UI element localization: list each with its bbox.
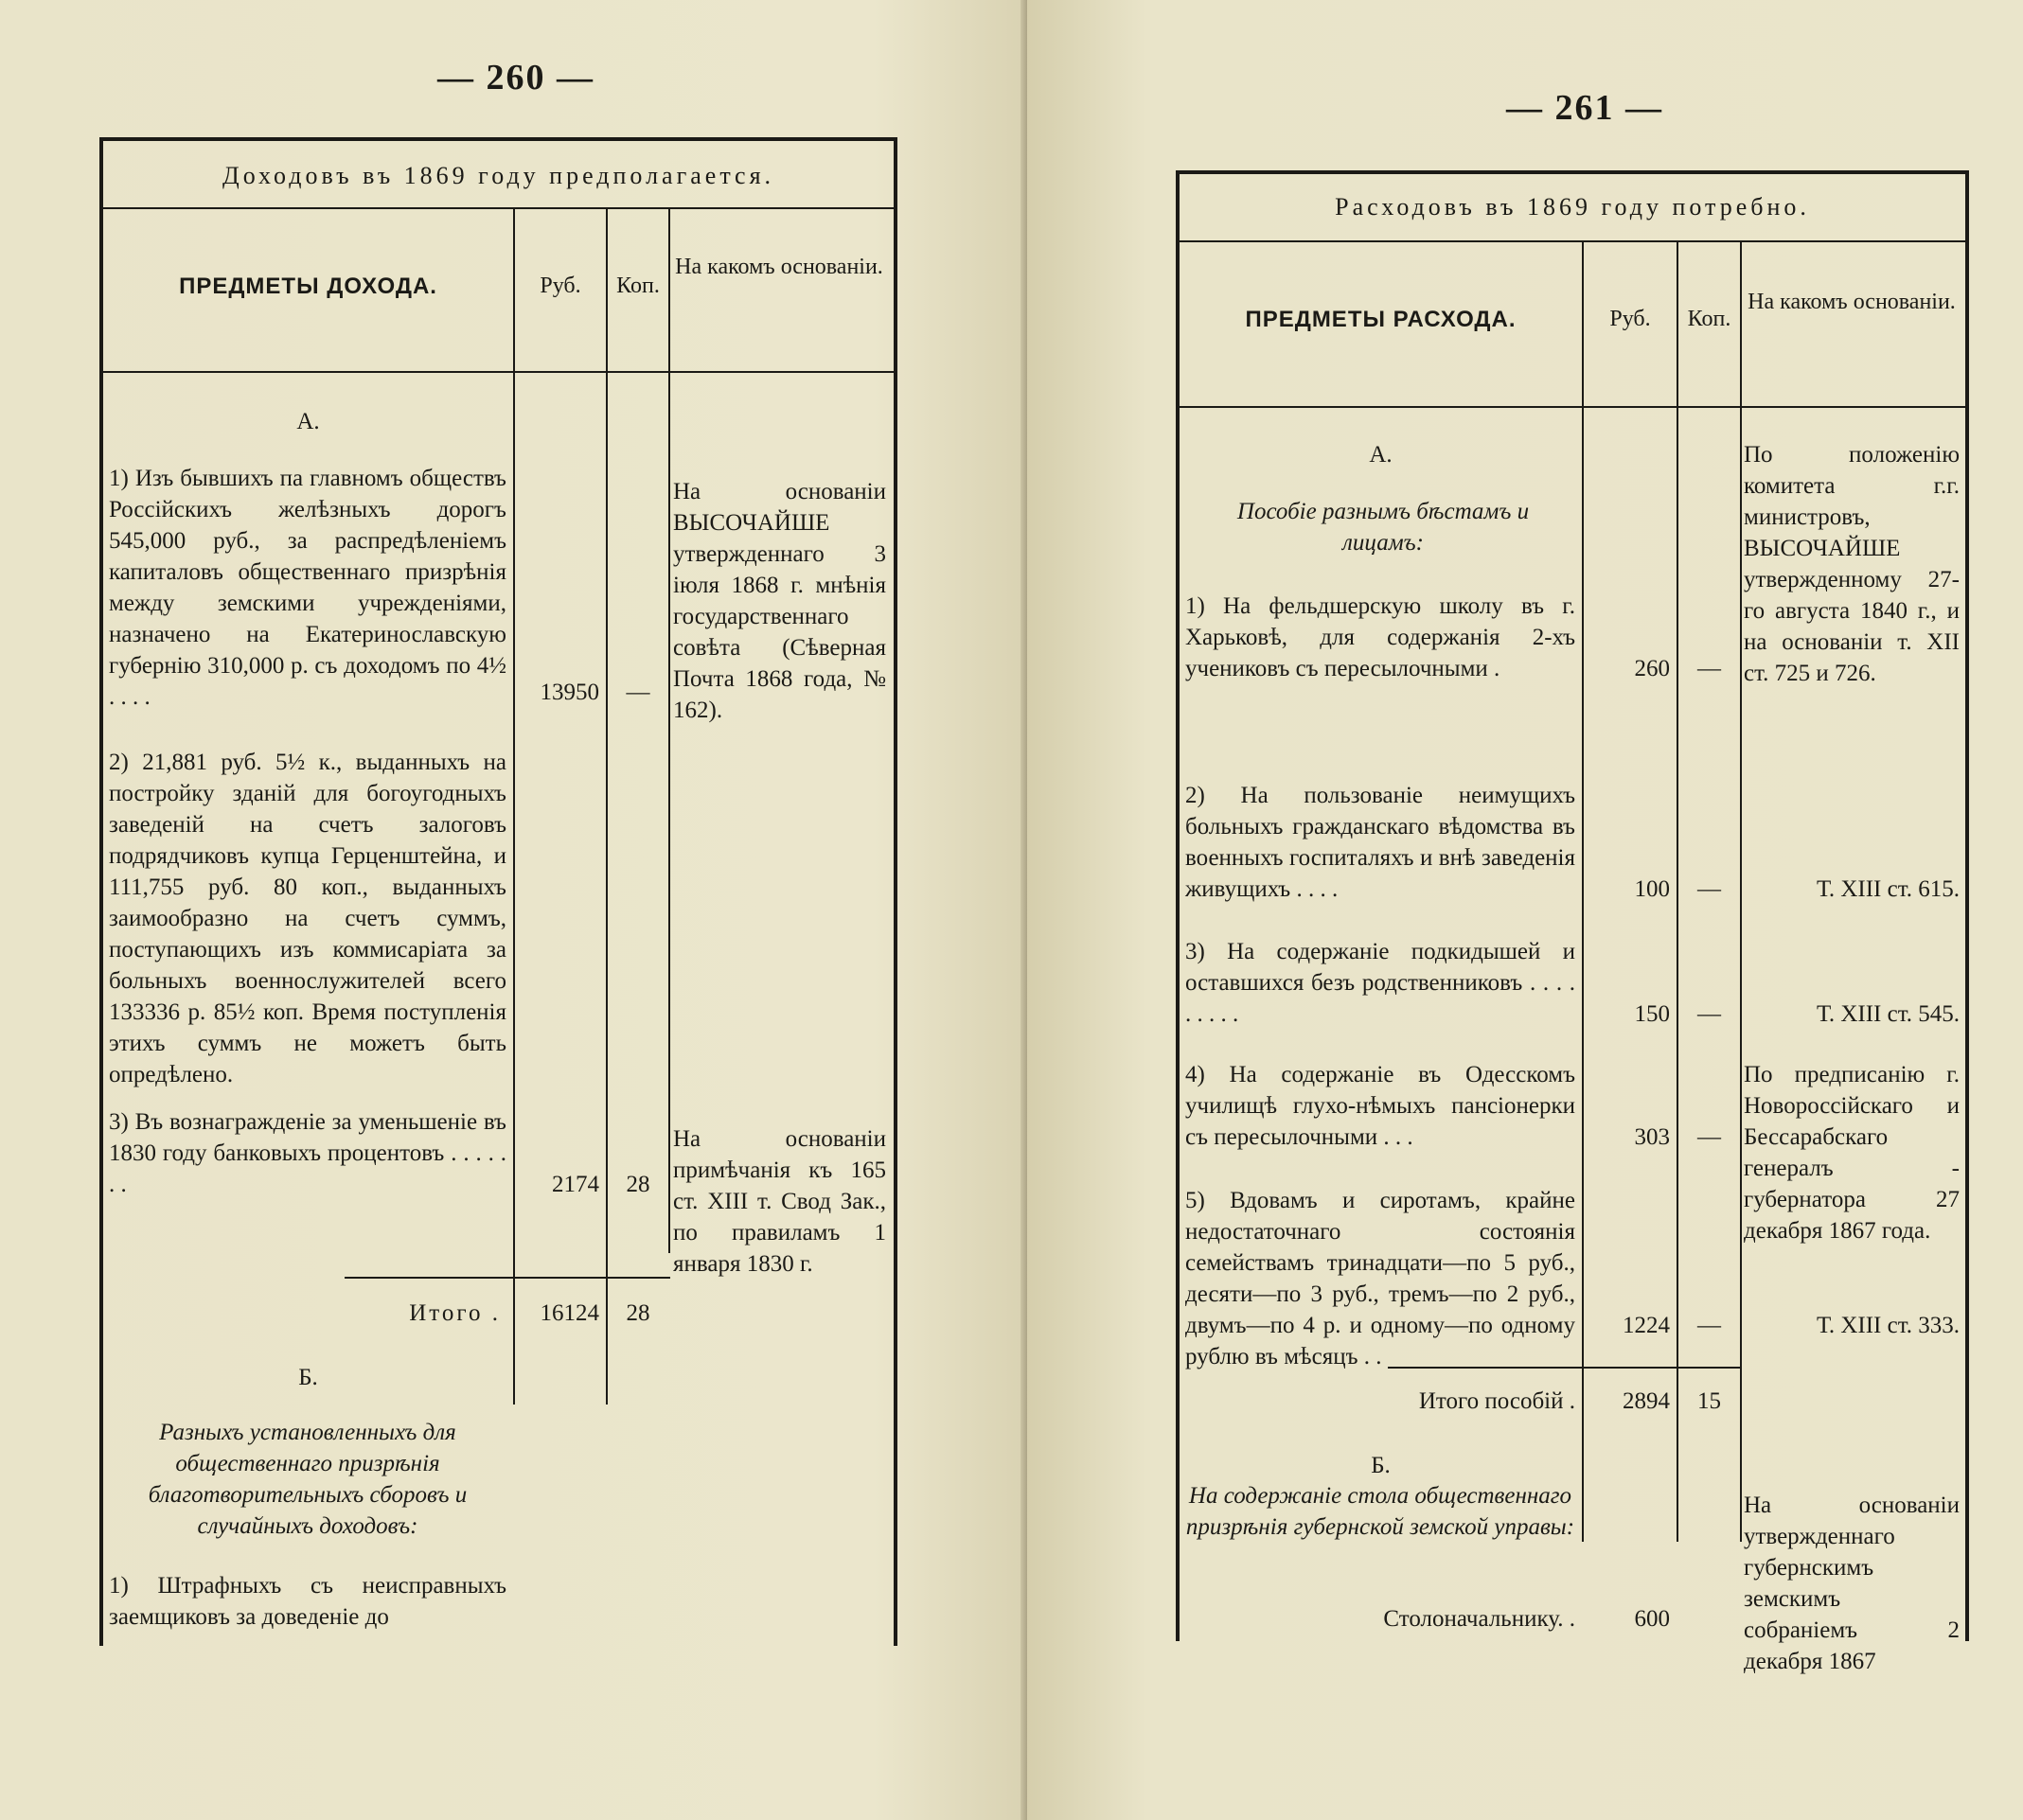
column-divider bbox=[606, 373, 608, 1405]
income-item-3-basis: На основанiи примѣчанiя къ 165 ст. XIII т. Свод Зак., по правиламъ 1 января 1830 г. bbox=[673, 1126, 886, 1277]
section-b-heading: Б. bbox=[298, 1365, 318, 1390]
income-item-3-rub: 2174 bbox=[552, 1172, 599, 1197]
expense-item-3: 3) На содержанiе подкидышей и оставшихся безъ родственниковъ . . . . . . . . . bbox=[1185, 939, 1575, 1027]
section-a-basis: По положенiю комитета г.г. министровъ, ВЫСОЧАЙШЕ утвержденному 27-го августа 1840 г., и на основанiи т. XII ст. 725 и 726. bbox=[1744, 442, 1960, 686]
total-label: Итого пособiй . bbox=[1418, 1388, 1575, 1414]
divider bbox=[1180, 406, 1965, 408]
expense-item-2-rub: 100 bbox=[1634, 876, 1670, 902]
divider bbox=[1180, 240, 1965, 242]
column-divider bbox=[668, 373, 670, 1253]
income-item-1: 1) Изъ бывшихъ па главномъ обществъ Россiйскихъ желѣзныхъ дорогъ 545,000 руб., за распредѣленiемъ капиталовъ общественнаго призрѣнiя между земскими учрежденiями, назначено на Екатеринославскую губернiю 310,000 р. съ доходомъ по 4½ . . . . bbox=[109, 466, 506, 710]
table-caption: Расходовъ въ 1869 году потребно. bbox=[1335, 193, 1810, 221]
expense-item-2: 2) На пользованiе неимущихъ больныхъ гражданскаго вѣдомства въ военныхъ госпиталяхъ и внѣ заведенiя живущихъ . . . . bbox=[1185, 783, 1575, 902]
income-item-1-basis: На основанiи ВЫСОЧАЙШЕ утвержденнаго 3 iюля 1868 г. мнѣнiя государственнаго совѣта (Сѣверная Почта 1868 года, № 162). bbox=[673, 479, 886, 723]
income-item-3: 3) Въ вознагражденiе за уменьшенiе въ 1830 году банковыхъ процентовъ . . . . . . . bbox=[109, 1109, 506, 1197]
header-kop: Коп. bbox=[616, 274, 660, 298]
expense-item-2-kop: — bbox=[1697, 876, 1721, 902]
expense-item-3-basis: Т. XIII ст. 545. bbox=[1817, 1001, 1960, 1027]
header-basis: На какомъ основанiи. bbox=[675, 255, 883, 279]
income-item-2: 2) 21,881 руб. 5½ к., выданныхъ на постройку зданiй для богоугодныхъ заведенiй на счетъ залоговъ подрядчиковъ купца Герценштейна, и 111,755 руб. 80 коп., выданныхъ заимообразно на счетъ суммъ, поступающихъ изъ коммисарiата за больныхъ военнослужителей всего 133336 р. 85½ коп. Время поступленiя этихъ суммъ не можетъ быть опредѣлено. bbox=[109, 750, 506, 1087]
divider bbox=[103, 207, 894, 209]
divider bbox=[103, 371, 894, 373]
income-item-1-rub: 13950 bbox=[540, 680, 599, 705]
expense-item-5-basis: Т. XIII ст. 333. bbox=[1817, 1313, 1960, 1338]
header-rub: Руб. bbox=[540, 274, 581, 298]
header-kop: Коп. bbox=[1687, 307, 1731, 331]
expense-item-5: 5) Вдовамъ и сиротамъ, крайне недостаточнаго состоянiя семействамъ тринадцати—по 5 руб., десяти—по 3 руб., тремъ—по 2 руб., двумъ—по 4 р. и одному—по одному рублю въ мѣсяцъ . . bbox=[1185, 1188, 1575, 1369]
income-ledger-table bbox=[99, 137, 897, 1646]
section-a-heading: А. bbox=[296, 409, 320, 434]
total-kop: 15 bbox=[1697, 1388, 1721, 1414]
total-label: Итого . bbox=[409, 1300, 501, 1326]
expense-item-4: 4) На содержанiе въ Одесскомъ училищѣ глухо-нѣмыхъ пансiонерки съ пересылочными . . . bbox=[1185, 1062, 1575, 1150]
section-b-title: Разныхъ установленныхъ для общественнаго призрѣнiя благотворительныхъ сборовъ и случайныхъ доходовъ: bbox=[148, 1420, 468, 1539]
header-basis: На какомъ основанiи. bbox=[1748, 290, 1956, 314]
expense-item-4-basis: По предписанiю г. Новороссiйскаго и Бессарабскаго генералъ - губернатора 27 декабря 1867 года. bbox=[1744, 1062, 1960, 1244]
column-divider bbox=[1740, 240, 1742, 1542]
income-item-1-kop: — bbox=[626, 680, 650, 705]
table-caption: Доходовъ въ 1869 году предполагается. bbox=[222, 162, 775, 189]
expense-b-item-1-rub: 600 bbox=[1634, 1606, 1670, 1632]
expense-item-2-basis: Т. XIII ст. 615. bbox=[1817, 876, 1960, 902]
expense-item-1-rub: 260 bbox=[1634, 656, 1670, 681]
expense-item-4-kop: — bbox=[1697, 1124, 1721, 1150]
expense-item-1-kop: — bbox=[1697, 656, 1721, 681]
expense-item-3-rub: 150 bbox=[1634, 1001, 1670, 1027]
header-subject: ПРЕДМЕТЫ РАСХОДА. bbox=[1245, 307, 1517, 332]
section-b-basis: На основанiи утвержденнаго губернскимъ земскимъ собранiемъ 2 декабря 1867 bbox=[1744, 1493, 1960, 1674]
section-b-title: На содержанiе стола общественнаго призрѣнiя губернской земской управы: bbox=[1185, 1483, 1575, 1540]
page-number: — 260 — bbox=[437, 58, 594, 97]
income-b-item-1: 1) Штрафныхъ съ неисправныхъ заемщиковъ за доведенiе до bbox=[109, 1573, 506, 1630]
expense-item-3-kop: — bbox=[1697, 1001, 1721, 1027]
expense-ledger-table bbox=[1176, 170, 1969, 1674]
section-a-title: Пособiе разнымъ бѣстамъ и лицамъ: bbox=[1236, 499, 1530, 556]
total-rub: 16124 bbox=[540, 1300, 599, 1326]
expense-item-5-rub: 1224 bbox=[1623, 1313, 1670, 1338]
expense-item-4-rub: 303 bbox=[1634, 1124, 1670, 1150]
income-item-3-kop: 28 bbox=[626, 1172, 650, 1197]
section-b-heading: Б. bbox=[1371, 1453, 1391, 1478]
total-rub: 2894 bbox=[1623, 1388, 1670, 1414]
total-kop: 28 bbox=[626, 1300, 650, 1326]
header-subject: ПРЕДМЕТЫ ДОХОДА. bbox=[179, 274, 437, 299]
column-divider bbox=[513, 373, 515, 1405]
right-page bbox=[1027, 0, 2023, 1820]
expense-b-item-1: Столоначальнику. . bbox=[1383, 1606, 1575, 1632]
page-number: — 261 — bbox=[1506, 88, 1663, 128]
column-divider bbox=[1582, 240, 1584, 1542]
column-divider bbox=[668, 207, 670, 371]
total-rule bbox=[345, 1277, 670, 1279]
section-a-heading: А. bbox=[1369, 442, 1393, 468]
header-rub: Руб. bbox=[1609, 307, 1651, 331]
expense-item-1: 1) На фельдшерскую школу въ г. Харьковѣ, для содержанiя 2-хъ учениковъ съ пересылочными . bbox=[1185, 593, 1575, 681]
expense-item-5-kop: — bbox=[1697, 1313, 1721, 1338]
